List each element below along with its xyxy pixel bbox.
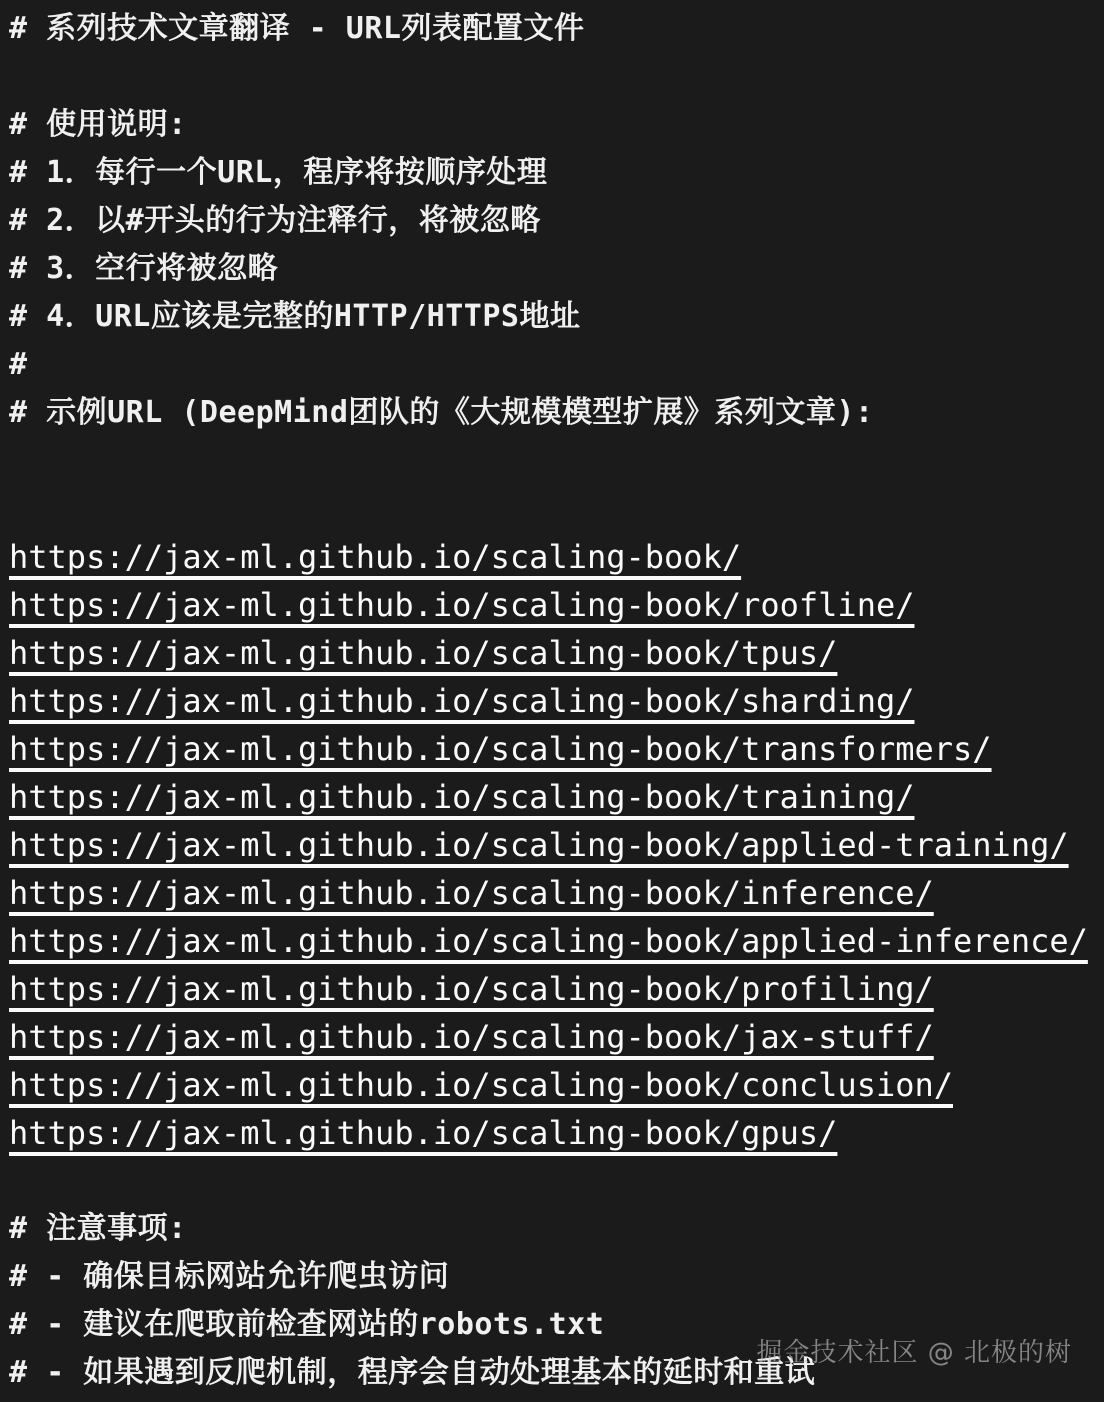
url-line: [9, 533, 1104, 581]
url-line: [9, 629, 1104, 677]
comment-line: # 注意事项:: [9, 1211, 187, 1246]
comment-line: # 3．空行将被忽略: [9, 251, 279, 286]
blank-line: [9, 485, 1104, 533]
comment-line: # 示例URL (DeepMind团队的《大规模模型扩展》系列文章):: [9, 395, 874, 430]
url-link[interactable]: https://jax-ml.github.io/scaling-book/applied-training/: [9, 826, 1069, 864]
url-line: [9, 581, 1104, 629]
url-line: [9, 725, 1104, 773]
url-line: [9, 677, 1104, 725]
comment-line: # 系列技术文章翻译 - URL列表配置文件: [9, 11, 585, 46]
url-link[interactable]: https://jax-ml.github.io/scaling-book/applied-inference/: [9, 922, 1088, 960]
url-line: [9, 869, 1104, 917]
comment-line: # - 建议在爬取前检查网站的robots.txt: [9, 1307, 605, 1342]
url-link[interactable]: https://jax-ml.github.io/scaling-book/inference/: [9, 874, 934, 912]
juejin-watermark: 掘金技术社区 @ 北极的树: [756, 1338, 1072, 1368]
url-link[interactable]: https://jax-ml.github.io/scaling-book/profiling/: [9, 970, 934, 1008]
url-link[interactable]: https://jax-ml.github.io/scaling-book/sharding/: [9, 682, 915, 720]
comment-line: # 2．以#开头的行为注释行，将被忽略: [9, 203, 541, 238]
url-line: [9, 965, 1104, 1013]
url-link[interactable]: https://jax-ml.github.io/scaling-book/: [9, 538, 742, 576]
blank-line: [9, 53, 1104, 101]
url-link[interactable]: https://jax-ml.github.io/scaling-book/roofline/: [9, 586, 915, 624]
comment-line: # 1．每行一个URL，程序将按顺序处理: [9, 155, 548, 190]
comment-line: # - 如果遇到反爬机制，程序会自动处理基本的延时和重试: [9, 1355, 816, 1390]
comment-line: # 使用说明:: [9, 107, 187, 142]
url-link[interactable]: https://jax-ml.github.io/scaling-book/transformers/: [9, 730, 992, 768]
comment-line: # 4．URL应该是完整的HTTP/HTTPS地址: [9, 299, 581, 334]
url-line: [9, 1109, 1104, 1157]
blank-line: [9, 1157, 1104, 1205]
url-link[interactable]: https://jax-ml.github.io/scaling-book/training/: [9, 778, 915, 816]
comment-line: #: [9, 347, 28, 382]
url-line: [9, 1061, 1104, 1109]
url-link[interactable]: https://jax-ml.github.io/scaling-book/jax-stuff/: [9, 1018, 934, 1056]
url-line: [9, 773, 1104, 821]
url-line: [9, 821, 1104, 869]
url-line: [9, 1013, 1104, 1061]
url-link[interactable]: https://jax-ml.github.io/scaling-book/conclusion/: [9, 1066, 954, 1104]
url-link[interactable]: https://jax-ml.github.io/scaling-book/tpus/: [9, 634, 838, 672]
comment-line: # - 确保目标网站允许爬虫访问: [9, 1259, 450, 1294]
url-line: [9, 917, 1104, 965]
url-link[interactable]: https://jax-ml.github.io/scaling-book/gpus/: [9, 1114, 838, 1152]
blank-line: [9, 437, 1104, 485]
